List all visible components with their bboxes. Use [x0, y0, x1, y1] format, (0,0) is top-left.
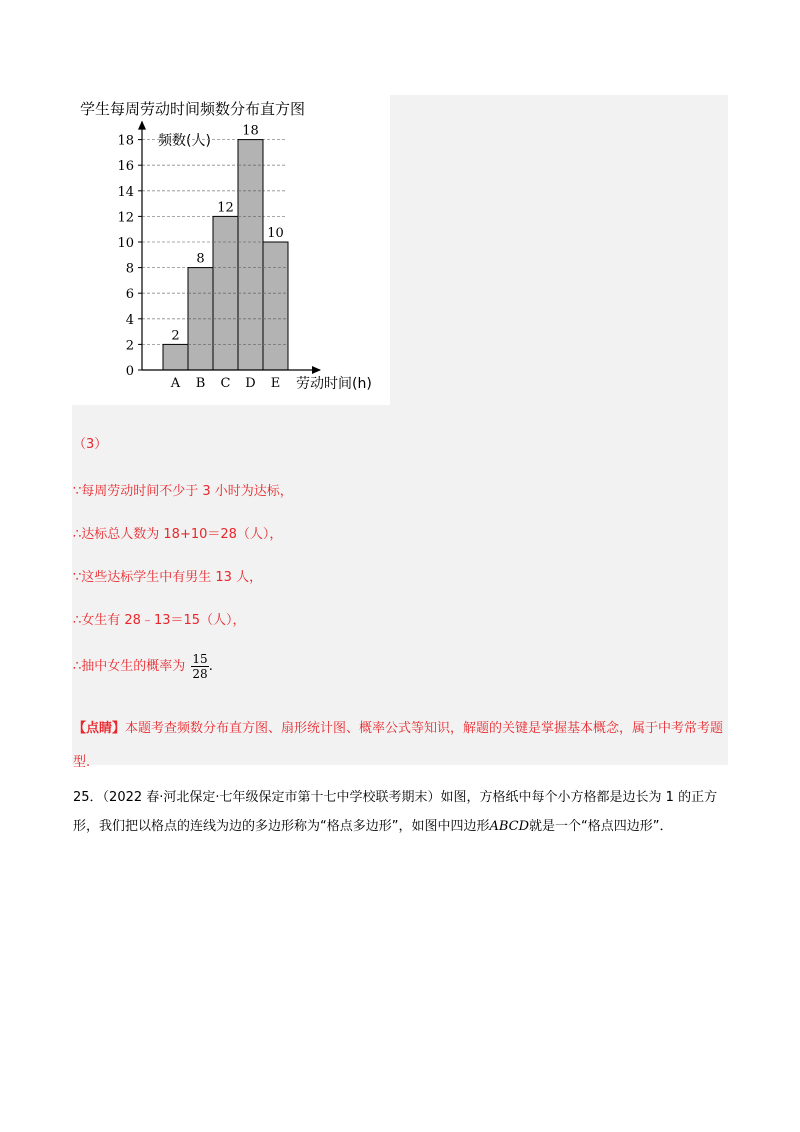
- y-tick-label-12: 12: [117, 210, 134, 226]
- fraction-numerator: 15: [192, 652, 208, 666]
- y-tick-label-8: 8: [125, 261, 134, 277]
- key-point-tag: 【点睛】: [73, 721, 126, 736]
- category-label-C: C: [220, 376, 231, 391]
- solution-line-4: ∴女生有 28﹣13＝15（人），: [73, 613, 246, 628]
- x-axis-label: 劳动时间(h): [296, 376, 372, 392]
- solution-line-1: ∵每周劳动时间不少于 3 小时为达标，: [73, 484, 293, 499]
- y-tick-label-14: 14: [117, 184, 134, 200]
- data-label-E: 10: [267, 226, 284, 241]
- quadrilateral-name: ABCD: [489, 819, 530, 834]
- y-tick-label-2: 2: [125, 338, 134, 354]
- y-tick-label-6: 6: [125, 287, 134, 303]
- question-number: 25．: [73, 790, 103, 805]
- x-axis-arrow: [312, 366, 321, 374]
- bar-D: [238, 140, 263, 370]
- y-tick-label-18: 18: [117, 133, 134, 149]
- histogram-svg: [72, 95, 390, 405]
- category-label-D: D: [245, 376, 256, 391]
- data-label-D: 18: [242, 123, 259, 139]
- question-source: （2022 春·河北保定·七年级保定市第十七中学校联考期末）: [102, 790, 441, 805]
- y-tick-label-0: 0: [125, 364, 134, 379]
- chart-title: 学生每周劳动时间频数分布直方图: [80, 100, 306, 118]
- question-25: [73, 783, 728, 841]
- category-label-E: E: [270, 376, 281, 391]
- fraction-period: .: [208, 659, 213, 674]
- key-point-note: [73, 712, 725, 780]
- bar-E: [263, 242, 288, 370]
- y-tick-label-4: 4: [125, 312, 134, 328]
- data-label-B: 8: [196, 251, 205, 267]
- y-tick-label-16: 16: [117, 159, 134, 175]
- data-label-A: 2: [171, 328, 180, 344]
- probability-text: ∴抽中女生的概率为: [73, 659, 186, 674]
- probability-fraction: [191, 652, 208, 681]
- category-label-A: A: [170, 376, 181, 391]
- bar-A: [163, 344, 188, 370]
- fraction-denominator: 28: [192, 667, 208, 681]
- category-label-B: B: [195, 376, 206, 391]
- solution-part-label: （3）: [73, 437, 108, 452]
- y-tick-label-10: 10: [117, 236, 134, 251]
- histogram-chart: [72, 95, 390, 405]
- solution-line-5: [73, 652, 213, 681]
- solution-line-3: ∵这些达标学生中有男生 13 人，: [73, 570, 263, 585]
- key-point-text: 本题考查频数分布直方图、扇形统计图、概率公式等知识，解题的关键是掌握基本概念，属于中考常考题型.: [73, 721, 724, 770]
- data-label-C: 12: [217, 200, 234, 216]
- question-text-b: 就是一个“格点四边形”．: [529, 819, 673, 834]
- y-axis-arrow: [138, 121, 146, 130]
- question-text-a: 如图，方格纸中每个小方格都是边长为 1 的正方形，我们把以格点的连线为边的多边形称为“格点多边形”，如图中四边形: [73, 790, 718, 834]
- solution-line-2: ∴达标总人数为 18+10＝28（人），: [73, 527, 283, 542]
- y-axis-label: 频数(人): [158, 133, 211, 149]
